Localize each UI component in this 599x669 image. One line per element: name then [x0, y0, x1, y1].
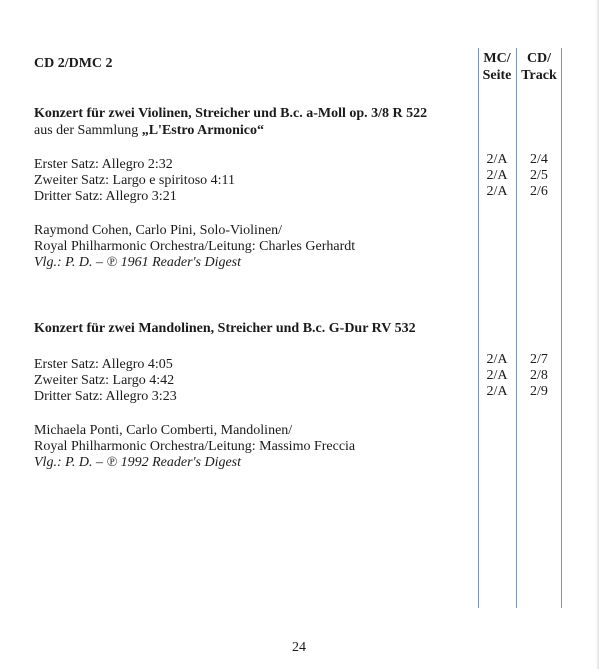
cd-track-cell: 2/9 [530, 384, 548, 399]
movement-item: Erster Satz: Allegro 4:05 [34, 357, 173, 372]
mc-side-cell: 2/A [486, 152, 508, 167]
mc-side-cell: 2/A [486, 168, 508, 183]
disc-label: CD 2/DMC 2 [34, 56, 113, 71]
performers-line: Michaela Ponti, Carlo Comberti, Mandolinen/ [34, 423, 293, 438]
cd-header-line1: CD/ [526, 51, 552, 66]
work-1-collection-name: „L'Estro Armonico“ [141, 123, 264, 138]
work-1-cd-column [516, 152, 562, 200]
work-2-mc-column [478, 352, 516, 400]
publisher-credit: Vlg.: P. D. – ℗ 1961 Reader's Digest [34, 255, 242, 270]
movement-item: Erster Satz: Allegro 2:32 [34, 157, 173, 172]
performers-line: Royal Philharmonic Orchestra/Leitung: Charles Gerhardt [34, 239, 356, 254]
cd-column-header [516, 50, 562, 84]
publisher-credit: Vlg.: P. D. – ℗ 1992 Reader's Digest [34, 455, 242, 470]
movement-item: Zweiter Satz: Largo e spiritoso 4:11 [34, 173, 236, 188]
work-1-title: Konzert für zwei Violinen, Streicher und B.c. a-Moll op. 3/8 R 522 [34, 106, 428, 121]
column-divider-middle [516, 48, 517, 608]
movement-item: Dritter Satz: Allegro 3:21 [34, 189, 177, 204]
cd-track-cell: 2/5 [530, 168, 548, 183]
work-1-movement-list [34, 157, 235, 205]
work-1-performers [34, 223, 355, 271]
cd-track-cell: 2/4 [530, 152, 548, 167]
page-number: 24 [292, 640, 306, 655]
work-2-performers [34, 423, 355, 471]
mc-column-header [478, 50, 516, 84]
work-1-subtitle-prefix: aus der Sammlung [34, 123, 142, 138]
work-2-movement-list [34, 357, 177, 405]
movement-item: Dritter Satz: Allegro 3:23 [34, 389, 177, 404]
performers-line: Raymond Cohen, Carlo Pini, Solo-Violinen/ [34, 223, 283, 238]
cd-track-cell: 2/8 [530, 368, 548, 383]
cd-track-cell: 2/6 [530, 184, 548, 199]
mc-side-cell: 2/A [486, 368, 508, 383]
performers-line: Royal Philharmonic Orchestra/Leitung: Massimo Freccia [34, 439, 356, 454]
column-divider-left [478, 48, 479, 608]
work-2-cd-column [516, 352, 562, 400]
mc-side-cell: 2/A [486, 184, 508, 199]
mc-side-cell: 2/A [486, 352, 508, 367]
mc-side-cell: 2/A [486, 384, 508, 399]
movement-item: Zweiter Satz: Largo 4:42 [34, 373, 175, 388]
cd-header-line2: Track [521, 68, 557, 83]
mc-header-line2: Seite [482, 68, 512, 83]
work-2-title: Konzert für zwei Mandolinen, Streicher und B.c. G-Dur RV 532 [34, 321, 416, 336]
mc-header-line1: MC/ [483, 51, 511, 66]
work-1-subtitle [34, 123, 264, 139]
column-divider-right [561, 48, 562, 608]
cd-track-cell: 2/7 [530, 352, 548, 367]
work-1-mc-column [478, 152, 516, 200]
